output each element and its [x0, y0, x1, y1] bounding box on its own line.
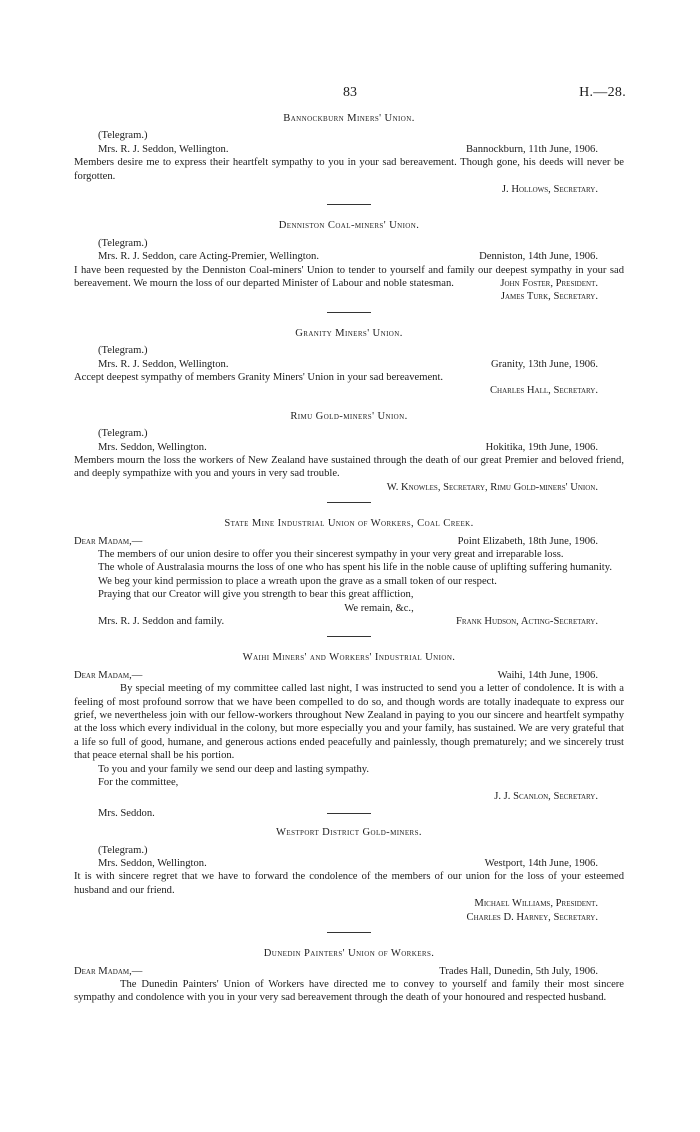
signature-secretary: James Turk, Secretary.: [500, 291, 598, 303]
section-heading: State Mine Industrial Union of Workers, Coal Creek.: [224, 518, 474, 530]
section-divider: [327, 813, 371, 814]
salutation: Dear Madam,—: [74, 535, 143, 547]
section-heading: Denniston Coal-miners' Union.: [278, 220, 420, 232]
closing: For the committee,: [98, 777, 179, 789]
section-state-mine: [74, 517, 624, 637]
section-westport: [74, 826, 624, 933]
telegram-label: (Telegram.): [98, 130, 148, 142]
telegram-label: (Telegram.): [98, 345, 148, 357]
telegram-label: (Telegram.): [98, 844, 148, 856]
paragraph: Praying that our Creator will give you strength to bear this great affliction,: [98, 589, 414, 601]
place-date: Trades Hall, Dunedin, 5th July, 1906.: [439, 965, 598, 977]
section-heading: Granity Miners' Union.: [295, 327, 403, 339]
message-body: Members desire me to express their heartfelt sympathy to you in your sad bereavement. Though gone, his deeds will never be forgotten.: [74, 157, 624, 182]
closing: We remain, &c.,: [344, 602, 414, 614]
message-body: Accept deepest sympathy of members Granity Miners' Union in your sad bereavement.: [74, 372, 444, 384]
section-heading: Dunedin Painters' Union of Workers.: [263, 948, 435, 960]
section-rimu: [74, 410, 624, 503]
section-granity: [74, 327, 624, 410]
section-divider: [327, 312, 371, 313]
signature: W. Knowles, Secretary, Rimu Gold-miners' Union.: [386, 481, 598, 493]
addressee: Mrs. R. J. Seddon, Wellington.: [98, 358, 229, 370]
page-reference: H.—28.: [579, 85, 626, 100]
addressee: Mrs. R. J. Seddon and family.: [98, 616, 225, 628]
paragraph: The Dunedin Painters' Union of Workers have directed me to convey to yourself and family their most sincere sympathy and condolence with you in your very sad bereavement through the death of your honoured and respected husband.: [74, 978, 624, 1004]
message-body: Members mourn the loss the workers of New Zealand have sustained through the death of our great Premier and beloved friend, and deeply sympathize with you and yours in very sad trouble.: [74, 455, 624, 480]
paragraph: The members of our union desire to offer you their sincerest sympathy in your very great and irreparable loss.: [98, 549, 564, 561]
place-date: Point Elizabeth, 18th June, 1906.: [457, 535, 598, 547]
salutation: Dear Madam,—: [74, 669, 143, 681]
signature: Frank Hudson, Acting-Secretary.: [456, 616, 598, 628]
addressee: Mrs. Seddon, Wellington.: [98, 441, 207, 453]
place-date: Waihi, 14th June, 1906.: [497, 669, 598, 681]
section-heading: Waihi Miners' and Workers' Industrial Union.: [242, 652, 456, 664]
addressee: Mrs. R. J. Seddon, Wellington.: [98, 143, 229, 155]
signature-secretary: Charles D. Harney, Secretary.: [466, 911, 598, 923]
addressee: Mrs. R. J. Seddon, care Acting-Premier, Wellington.: [98, 251, 319, 263]
paragraph: By special meeting of my committee called last night, I was instructed to send you a letter of condolence. It is with a feeling of most profound sorrow that we have been compelled to do so, and though words are totally inadequate to express our grief, we nevertheless join with our fellow-workers throughout New Zealand in paying to you our sincere and heartfelt sympathy at the loss which every individual in the colony, but more especially you and your family, has sustained. We are very grateful that a life so full of good, humane, and generous actions ended peacefully and painlessly, though prematurely; and we sincerely trust that peace eternal shall be his portion.: [74, 683, 624, 762]
section-denniston: [74, 219, 624, 312]
section-divider: [327, 502, 371, 503]
place-date: Denniston, 14th June, 1906.: [479, 251, 598, 263]
addressee: Mrs. Seddon.: [98, 807, 155, 819]
section-divider: [327, 932, 371, 933]
section-dunedin: [74, 947, 624, 1005]
paragraph: The whole of Australasia mourns the loss of one who has spent his life in the noble cause of uplifting suffering humanity.: [98, 562, 612, 574]
place-date: Westport, 14th June, 1906.: [484, 858, 598, 870]
message-body: It is with sincere regret that we have to forward the condolence of the members of our union for the loss of your esteemed husband and our friend.: [74, 871, 624, 896]
place-date: Hokitika, 19th June, 1906.: [485, 441, 598, 453]
section-waihi: [74, 651, 624, 826]
section-bannockburn: [74, 112, 624, 205]
page-number: 83: [343, 85, 357, 100]
signature: Charles Hall, Secretary.: [489, 385, 598, 397]
section-heading: Westport District Gold-miners.: [276, 827, 422, 839]
section-heading: Rimu Gold-miners' Union.: [290, 410, 408, 422]
signature: J. Hollows, Secretary.: [501, 184, 598, 195]
addressee: Mrs. Seddon, Wellington.: [98, 858, 207, 870]
telegram-label: (Telegram.): [98, 428, 148, 440]
signature-president: Michael Williams, President.: [474, 898, 598, 910]
place-date: Granity, 13th June, 1906.: [490, 358, 598, 370]
paragraph: We beg your kind permission to place a wreath upon the grave as a small token of our respect.: [98, 575, 497, 587]
signature-president: John Foster, President.: [500, 278, 598, 290]
document-body: [74, 112, 624, 1005]
paragraph: To you and your family we send our deep and lasting sympathy.: [98, 763, 370, 775]
signature: J. J. Scanlon, Secretary.: [494, 790, 598, 802]
section-heading: Bannockburn Miners' Union.: [283, 113, 415, 124]
salutation: Dear Madam,—: [74, 965, 143, 977]
message-body: I have been requested by the Denniston Coal-miners' Union to tender to yourself and family our deepest sympathy in your sad bereavement. We mourn the loss of our departed Minister of Labour and noble statesman.: [74, 264, 624, 289]
telegram-label: (Telegram.): [98, 237, 148, 249]
section-divider: [327, 636, 371, 637]
place-date: Bannockburn, 11th June, 1906.: [465, 143, 598, 155]
section-divider: [327, 204, 371, 205]
